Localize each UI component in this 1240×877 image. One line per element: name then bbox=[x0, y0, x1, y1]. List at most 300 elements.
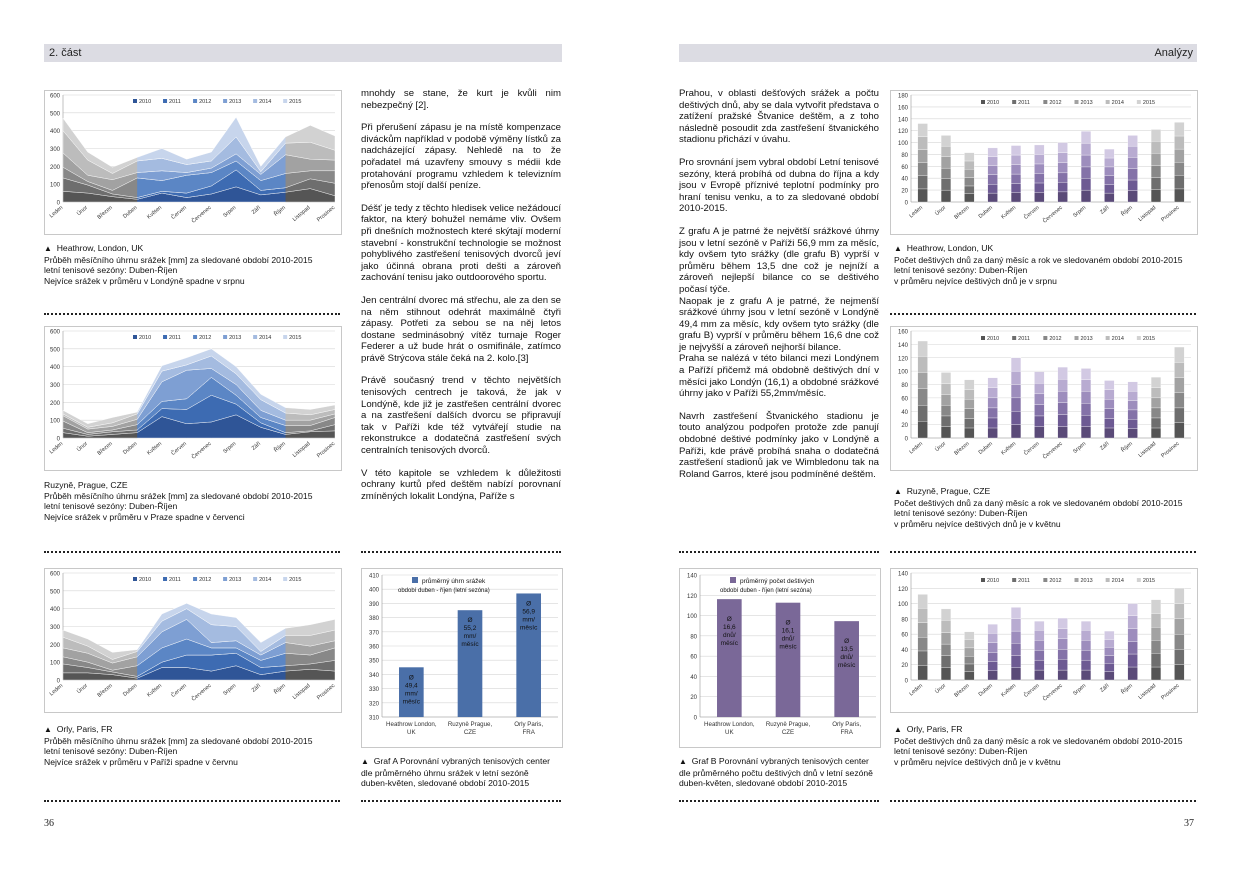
bar-segment-2010 bbox=[964, 194, 974, 202]
legend-swatch bbox=[223, 577, 227, 581]
bar-segment-2010 bbox=[918, 189, 928, 202]
legend-label: 2010 bbox=[987, 578, 1000, 584]
x-tick-label: Březen bbox=[96, 682, 114, 699]
x-tick-label: Leden bbox=[48, 682, 65, 698]
paragraph: Právě současný trend v těchto největších tenisových centrech je taková, že jak v Londýně, kde již je zastřešen centrální dvorec a na zastřešení dalších dvorcu se připravují tak v Paříži kde též vytvářejí studie na rekonstrukce a dodatečná zastřešení svých centralních tenisových dvorců. bbox=[361, 375, 561, 457]
y-tick-label: 0 bbox=[56, 436, 60, 443]
legend-swatch bbox=[1137, 578, 1141, 582]
bar-segment-2010 bbox=[1011, 425, 1021, 438]
bar-segment-2015 bbox=[1034, 621, 1044, 630]
bar-segment-2014 bbox=[1034, 383, 1044, 394]
legend-swatch bbox=[223, 99, 227, 103]
bar-segment-2011 bbox=[1174, 408, 1184, 423]
bar-segment-2011 bbox=[1011, 656, 1021, 668]
area-chart-london bbox=[44, 90, 342, 235]
bar-segment-2012 bbox=[964, 409, 974, 419]
caption-line: Průběh měsíčního úhrnu srážek [mm] za sledované období 2010-2015 bbox=[44, 254, 313, 265]
bar-data-label: dnů/ bbox=[840, 654, 853, 662]
bar-segment-2014 bbox=[1011, 155, 1021, 165]
bar-segment-2013 bbox=[1058, 391, 1068, 402]
x-tick-label: Květen bbox=[1000, 204, 1018, 221]
page-number-right: 37 bbox=[1184, 818, 1194, 829]
caption-line: Graf A Porovnání vybraných tenisových center bbox=[373, 756, 550, 766]
x-tick-label: Listopad bbox=[291, 204, 312, 223]
x-tick-label: Listopad bbox=[1137, 204, 1158, 223]
bar-data-label: dnů/ bbox=[723, 632, 736, 640]
x-tick-label: Září bbox=[1099, 440, 1111, 452]
bar-segment-2012 bbox=[1034, 173, 1044, 183]
bar-segment-2015 bbox=[964, 632, 974, 640]
y-tick-label: 160 bbox=[897, 329, 908, 336]
bar-segment-2014 bbox=[1174, 362, 1184, 377]
bar-segment-2010 bbox=[918, 421, 928, 438]
legend-swatch bbox=[163, 577, 167, 581]
bar-segment-2011 bbox=[1104, 663, 1114, 671]
caption-place: Orly, Paris, FR bbox=[906, 724, 963, 734]
legend-swatch bbox=[163, 99, 167, 103]
caption-line: v průměru nejvíce deštivých dnů je v srpnu bbox=[894, 275, 1057, 286]
bar-segment-2011 bbox=[1058, 415, 1068, 427]
legend-swatch bbox=[253, 577, 257, 581]
bar-segment-2013 bbox=[1058, 639, 1068, 650]
y-tick-label: 60 bbox=[690, 654, 697, 661]
bar-segment-2011 bbox=[1081, 178, 1091, 190]
bar-data-label: 55,2 bbox=[463, 625, 477, 633]
triangle-icon: ▲ bbox=[894, 725, 902, 734]
bar-data-label: měsíc bbox=[402, 698, 421, 706]
y-tick-label: 80 bbox=[901, 383, 908, 389]
bar-segment-2014 bbox=[1081, 143, 1091, 155]
x-tick-label: Březen bbox=[96, 440, 114, 457]
x-tick-label: Duben bbox=[122, 682, 139, 698]
x-tick-label: Říjen bbox=[1120, 440, 1134, 454]
bar-segment-2013 bbox=[941, 633, 951, 644]
divider bbox=[361, 800, 561, 802]
bar-segment-2013 bbox=[918, 150, 928, 163]
paragraph: Jen centrální dvorec má střechu, ale za den se na něm stihnout odehrát maximálně čtyři zápasy. Potřeti za sebou se na něj letos dostane sedminásobný vítěz turnaje Roger Federer a už bude hrát o osmifinále, zatímco právě Strýcova stále čeká na 2. kolo.[3] bbox=[361, 294, 561, 364]
bar-segment-2014 bbox=[918, 356, 928, 372]
bar-segment-2011 bbox=[1034, 660, 1044, 670]
y-tick-label: 390 bbox=[368, 601, 379, 608]
caption-place: Ruzyně, Prague, CZE bbox=[44, 480, 128, 490]
x-tick-label: Leden bbox=[908, 440, 924, 456]
body-text-right bbox=[679, 88, 879, 480]
x-tick-label: Červen bbox=[170, 440, 188, 457]
y-tick-label: 500 bbox=[49, 347, 60, 354]
bar-segment-2014 bbox=[1128, 146, 1138, 157]
caption-london-precip bbox=[44, 243, 312, 286]
y-tick-label: 100 bbox=[49, 182, 60, 189]
x-tick-label: Červenec bbox=[190, 204, 213, 225]
legend-swatch bbox=[193, 99, 197, 103]
bar-segment-2014 bbox=[988, 633, 998, 642]
stacked-chart-paris bbox=[890, 568, 1198, 713]
bar-segment-2010 bbox=[1104, 672, 1114, 680]
caption-place: Ruzyně, Prague, CZE bbox=[906, 486, 991, 496]
x-tick-label: Listopad bbox=[1137, 682, 1158, 701]
bar-segment-2010 bbox=[1174, 189, 1184, 202]
bar-segment-2010 bbox=[1174, 423, 1184, 438]
bar-segment-2010 bbox=[941, 427, 951, 438]
x-tick-label: Leden bbox=[48, 204, 65, 220]
bar-segment-2013 bbox=[1151, 627, 1161, 640]
bar-segment-2015 bbox=[1151, 129, 1161, 141]
x-tick-label: Červen bbox=[170, 204, 188, 221]
bar-segment-2015 bbox=[1081, 621, 1091, 630]
y-tick-label: 0 bbox=[56, 200, 60, 207]
legend-label: 2011 bbox=[169, 335, 181, 341]
y-tick-label: 0 bbox=[693, 715, 697, 722]
bar-segment-2015 bbox=[1058, 618, 1068, 629]
y-tick-label: 20 bbox=[901, 423, 908, 430]
legend-label: 2012 bbox=[199, 99, 212, 105]
legend-swatch bbox=[730, 577, 736, 583]
bar-segment-2013 bbox=[964, 399, 974, 408]
bar-segment-2015 bbox=[1058, 143, 1068, 153]
bar-segment-2013 bbox=[988, 398, 998, 408]
bar-segment-2015 bbox=[1151, 600, 1161, 614]
bar-segment-2012 bbox=[1151, 640, 1161, 653]
y-tick-label: 100 bbox=[49, 418, 60, 425]
caption-line: letní tenisové sezóny: Duben-Říjen bbox=[44, 746, 178, 757]
legend-swatch bbox=[283, 99, 287, 103]
bar-data-label: měsíc bbox=[837, 662, 856, 670]
y-tick-label: 400 bbox=[49, 129, 60, 136]
bar-segment-2013 bbox=[988, 643, 998, 653]
bar-segment-2012 bbox=[1104, 176, 1114, 185]
legend-label: 2015 bbox=[1142, 336, 1156, 342]
x-tick-label: Únor bbox=[934, 204, 948, 218]
bar-segment-2010 bbox=[1034, 427, 1044, 438]
x-tick-label: Listopad bbox=[1137, 440, 1158, 459]
x-tick-label: Září bbox=[250, 682, 263, 694]
bar-segment-2013 bbox=[1174, 619, 1184, 634]
bar-segment-2012 bbox=[1058, 649, 1068, 659]
y-tick-label: 300 bbox=[49, 383, 60, 389]
bar-segment-2014 bbox=[1058, 153, 1068, 163]
paragraph: Při přerušení zápasu je na místě kompenzace diváckům například v podobě výměny lístků za nadcházející zápasy. Nehledě na to že pořadatel má uzavřeny smouvy s médii kde protahování programu vzhledem k televizním přenosům stojí další peníze. bbox=[361, 122, 561, 192]
bar-segment-2010 bbox=[1151, 667, 1161, 680]
y-tick-label: 140 bbox=[686, 573, 697, 580]
legend-swatch bbox=[981, 336, 985, 340]
bar-segment-2012 bbox=[1128, 410, 1138, 419]
bar-segment-2012 bbox=[1011, 398, 1021, 411]
bar-segment-2012 bbox=[1174, 393, 1184, 408]
y-tick-label: 600 bbox=[49, 329, 60, 336]
bar-segment-2012 bbox=[918, 389, 928, 406]
bar-segment-2014 bbox=[1034, 154, 1044, 164]
legend-swatch bbox=[1106, 336, 1110, 340]
bar-segment-2013 bbox=[941, 395, 951, 406]
bar-segment-2010 bbox=[1034, 670, 1044, 680]
bar-segment-2011 bbox=[918, 176, 928, 189]
x-tick-label: Květen bbox=[146, 440, 164, 457]
x-tick-label: Duben bbox=[122, 440, 139, 456]
bar-segment-2012 bbox=[941, 644, 951, 655]
bar-segment-2015 bbox=[1011, 607, 1021, 618]
y-tick-label: 360 bbox=[368, 644, 379, 651]
x-tick-label: Květen bbox=[1000, 682, 1018, 699]
x-tick-label: Červen bbox=[1023, 440, 1041, 457]
bar-data-label: 16,6 bbox=[723, 624, 736, 632]
bar-segment-2015 bbox=[1034, 145, 1044, 155]
bar-segment-2015 bbox=[1081, 368, 1091, 379]
bar-segment-2015 bbox=[1151, 377, 1161, 388]
paragraph: Prahou, v oblasti dešťových srážek a počtu deštivých dnů, aby se dala vytvořit představa o zatížení pražské Štvanice deštěm, a z toho následně posoudit zda zastřešení štvanického stadionu přichází v úvahu. bbox=[679, 88, 879, 146]
x-tick-label: Listopad bbox=[291, 440, 312, 459]
x-tick-label: Prosinec bbox=[316, 204, 337, 224]
legend-label: 2015 bbox=[289, 99, 302, 105]
y-tick-label: 410 bbox=[368, 573, 379, 580]
x-tick-label: Únor bbox=[934, 440, 948, 454]
caption-graf-B bbox=[679, 756, 873, 789]
paragraph: mnohdy se stane, že kurt je kvůli nim nebezpečný [2]. bbox=[361, 88, 561, 111]
bar-segment-2015 bbox=[941, 135, 951, 146]
bar-segment-2011 bbox=[918, 405, 928, 421]
bar-segment-2013 bbox=[1104, 167, 1114, 176]
x-tick-label: Říjen bbox=[273, 204, 287, 218]
y-tick-label: 370 bbox=[368, 630, 379, 637]
legend-label: 2011 bbox=[169, 577, 181, 583]
caption-line: duben-květen, sledované období 2010-2015 bbox=[679, 778, 848, 789]
bar-segment-2011 bbox=[988, 662, 998, 671]
y-tick-label: 600 bbox=[49, 571, 60, 578]
bar-segment-2011 bbox=[964, 419, 974, 428]
y-tick-label: 140 bbox=[897, 342, 908, 349]
bar-segment-2014 bbox=[964, 390, 974, 399]
y-tick-label: 40 bbox=[690, 674, 697, 681]
caption-line: Nejvíce srážek v průměru v Londýně spadne v srpnu bbox=[44, 275, 245, 286]
caption-line: Graf B Porovnání vybraných tenisových center bbox=[691, 756, 869, 766]
divider bbox=[679, 800, 879, 802]
bar-segment-2013 bbox=[1151, 398, 1161, 408]
caption-paris-days bbox=[894, 724, 1183, 767]
legend-swatch bbox=[133, 335, 137, 339]
y-tick-label: 600 bbox=[49, 93, 60, 100]
legend-label: 2011 bbox=[1018, 578, 1030, 584]
legend-label: 2013 bbox=[229, 577, 242, 583]
legend-label: 2014 bbox=[1111, 578, 1124, 584]
x-tick-label: Červen bbox=[1023, 682, 1041, 699]
bar-segment-2012 bbox=[1011, 174, 1021, 184]
legend-swatch bbox=[1106, 100, 1110, 104]
bar-segment-2015 bbox=[1081, 131, 1091, 143]
caption-line: v průměru nejvíce deštivých dnů je v květnu bbox=[894, 518, 1061, 529]
divider bbox=[361, 551, 561, 553]
bar-segment-2010 bbox=[964, 672, 974, 680]
bar-segment-2011 bbox=[988, 418, 998, 428]
bar-segment-2013 bbox=[918, 372, 928, 388]
bar-segment-2010 bbox=[1058, 192, 1068, 202]
bar-segment-2011 bbox=[918, 651, 928, 666]
bar-segment-2014 bbox=[1128, 616, 1138, 629]
bar-segment-2014 bbox=[941, 620, 951, 632]
bar-segment-2015 bbox=[1104, 631, 1114, 639]
section-title: 2. část bbox=[49, 47, 82, 59]
bar-segment-2010 bbox=[1081, 190, 1091, 202]
caption-graf-A bbox=[361, 756, 550, 789]
bar-segment-2013 bbox=[918, 623, 928, 638]
caption-line: duben-květen, sledované období 2010-2015 bbox=[361, 778, 530, 789]
x-tick-label: CZE bbox=[463, 729, 477, 736]
y-tick-label: 80 bbox=[690, 634, 697, 641]
y-tick-label: 160 bbox=[897, 105, 908, 112]
bar-segment-2011 bbox=[1151, 178, 1161, 190]
legend-swatch bbox=[1075, 578, 1079, 582]
bar-segment-2014 bbox=[941, 384, 951, 395]
bar-segment-2013 bbox=[941, 157, 951, 168]
legend-label: 2013 bbox=[1080, 336, 1093, 342]
bar-chart-B bbox=[679, 568, 881, 748]
legend-swatch bbox=[981, 100, 985, 104]
x-tick-label: Únor bbox=[76, 440, 90, 454]
bar-segment-2012 bbox=[941, 168, 951, 179]
legend-swatch bbox=[133, 577, 137, 581]
caption-paris-precip bbox=[44, 724, 312, 767]
bar-data-label: Ø bbox=[844, 638, 850, 646]
bar-segment-2013 bbox=[1034, 164, 1044, 174]
legend-label: 2014 bbox=[1111, 336, 1124, 342]
bar-segment-2011 bbox=[941, 656, 951, 668]
legend-swatch bbox=[981, 578, 985, 582]
legend-swatch bbox=[1137, 100, 1141, 104]
stacked-chart-prague bbox=[890, 326, 1198, 471]
body-text-left bbox=[361, 88, 561, 502]
y-tick-label: 40 bbox=[901, 647, 908, 654]
x-tick-label: Září bbox=[250, 204, 263, 216]
bar-data-label: Ø bbox=[785, 619, 791, 627]
legend-label: průměrný počet deštivých bbox=[740, 578, 815, 585]
caption-line: Počet deštivých dnů za daný měsíc a rok ve sledovaném období 2010-2015 bbox=[894, 254, 1183, 265]
bar-segment-2010 bbox=[1128, 429, 1138, 438]
x-tick-label: Červen bbox=[170, 682, 188, 699]
bar-segment-2015 bbox=[1174, 588, 1184, 603]
bar-segment-2015 bbox=[1128, 382, 1138, 391]
bar-segment-2011 bbox=[1128, 654, 1138, 667]
y-tick-label: 300 bbox=[49, 147, 60, 153]
bar-segment-2010 bbox=[918, 665, 928, 680]
bar-segment-2014 bbox=[1058, 629, 1068, 639]
bar-segment-2012 bbox=[988, 408, 998, 418]
bar-data-label: měsíc bbox=[461, 641, 479, 649]
x-tick-label: Prosinec bbox=[1160, 682, 1181, 702]
legend-swatch bbox=[163, 335, 167, 339]
caption-place: Heathrow, London, UK bbox=[56, 243, 144, 253]
bar-segment-2012 bbox=[918, 163, 928, 176]
bar-segment-2013 bbox=[1151, 153, 1161, 165]
bar-segment-2012 bbox=[1034, 650, 1044, 660]
x-tick-label: Heathrow London, bbox=[386, 721, 437, 728]
x-tick-label: Červenec bbox=[1042, 682, 1064, 703]
caption-line: letní tenisové sezóny: Duben-Říjen bbox=[44, 265, 178, 276]
x-tick-label: Ruzyně Prague, bbox=[765, 721, 811, 728]
legend-swatch bbox=[1043, 100, 1047, 104]
legend-swatch bbox=[193, 577, 197, 581]
y-tick-label: 40 bbox=[901, 176, 908, 183]
bar-segment-2013 bbox=[1034, 394, 1044, 405]
bar-segment-2014 bbox=[1081, 630, 1091, 640]
bar-segment-2014 bbox=[941, 146, 951, 157]
divider bbox=[890, 800, 1196, 802]
y-tick-label: 400 bbox=[368, 587, 379, 594]
x-tick-label: Červenec bbox=[190, 682, 213, 703]
bar-segment-2010 bbox=[1104, 428, 1114, 438]
bar-segment-2014 bbox=[1151, 614, 1161, 628]
bar-segment-2010 bbox=[1011, 668, 1021, 680]
legend-label: 2010 bbox=[139, 577, 152, 583]
bar-segment-2013 bbox=[1011, 165, 1021, 175]
bar-data-label: mm/ bbox=[522, 616, 535, 624]
bar-segment-2011 bbox=[1104, 419, 1114, 428]
area-chart-prague bbox=[44, 326, 342, 471]
x-tick-label: Leden bbox=[908, 682, 924, 698]
divider bbox=[679, 551, 879, 553]
bar-segment-2015 bbox=[964, 153, 974, 161]
bar-segment-2015 bbox=[988, 378, 998, 388]
bar-segment-2013 bbox=[1011, 385, 1021, 398]
paragraph: Praha se nalézá v této bilanci mezi Londýnem a Paříží přičemž má obdobně deštivých dní v měsíci jako Londýn (16,1) a obdobné srážkové úhrny jako v Paříži 55,2mm/měsíc. bbox=[679, 353, 879, 400]
legend-label: 2010 bbox=[987, 336, 1000, 342]
legend-label: 2010 bbox=[139, 335, 152, 341]
legend-swatch bbox=[133, 99, 137, 103]
x-tick-label: Květen bbox=[146, 682, 164, 699]
x-tick-label: UK bbox=[407, 729, 416, 736]
triangle-icon: ▲ bbox=[679, 757, 687, 766]
y-tick-label: 60 bbox=[901, 164, 908, 171]
legend-label: 2011 bbox=[1018, 100, 1030, 106]
legend-label: 2014 bbox=[259, 99, 272, 105]
bar-segment-2010 bbox=[941, 190, 951, 202]
bar-data-label: mm/ bbox=[463, 633, 477, 641]
bar-data-label: Ø bbox=[467, 617, 473, 625]
bar-data-label: 13,5 bbox=[840, 646, 853, 654]
x-tick-label: Říjen bbox=[273, 682, 287, 696]
x-tick-label: Leden bbox=[48, 440, 65, 456]
bar-segment-2013 bbox=[1104, 399, 1114, 408]
caption-line: Nejvíce srážek v průměru v Paříži spadne v červnu bbox=[44, 756, 238, 767]
y-tick-label: 350 bbox=[368, 658, 379, 665]
bar-segment-2010 bbox=[1128, 191, 1138, 202]
bar-segment-2015 bbox=[1128, 135, 1138, 146]
bar-segment-2010 bbox=[1034, 192, 1044, 202]
bar-segment-2012 bbox=[1081, 403, 1091, 415]
bar-segment-2012 bbox=[1081, 167, 1091, 178]
bar-segment-2015 bbox=[941, 609, 951, 620]
x-tick-label: Březen bbox=[96, 204, 114, 221]
bar-segment-2012 bbox=[941, 405, 951, 416]
bar-segment-2015 bbox=[941, 372, 951, 383]
bar-data-label: měsíc bbox=[779, 643, 797, 651]
x-tick-label: Prosinec bbox=[316, 440, 337, 460]
x-tick-label: Květen bbox=[1000, 440, 1018, 457]
caption-london-days bbox=[894, 243, 1183, 286]
bar-segment-2011 bbox=[1174, 649, 1184, 664]
legend-label: 2013 bbox=[1080, 100, 1093, 106]
bar-segment-2011 bbox=[1034, 183, 1044, 193]
bar-segment-2014 bbox=[1034, 630, 1044, 640]
bar-segment-2010 bbox=[988, 671, 998, 680]
bar-segment-2014 bbox=[918, 608, 928, 623]
bar-chart-A bbox=[361, 568, 563, 748]
paragraph: Z grafu A je patrné že největší srážkové úhrny jsou v letní sezóně v Paříži 56,9 mm za měsíc, kdy ovšem tyto srážky (dle grafu B) vyprší v průměru během 13,5 dne což je nejníží a zároveň nejlepší bilance co se deštivého počasí týče. bbox=[679, 225, 879, 295]
legend-label: 2011 bbox=[1018, 336, 1030, 342]
x-tick-label: Srpen bbox=[1072, 204, 1088, 219]
bar-segment-2011 bbox=[1034, 416, 1044, 427]
bar-segment-2015 bbox=[988, 624, 998, 633]
bar-data-label: Ø bbox=[408, 674, 414, 682]
y-tick-label: 100 bbox=[897, 141, 908, 148]
bar-segment-2014 bbox=[1058, 379, 1068, 391]
